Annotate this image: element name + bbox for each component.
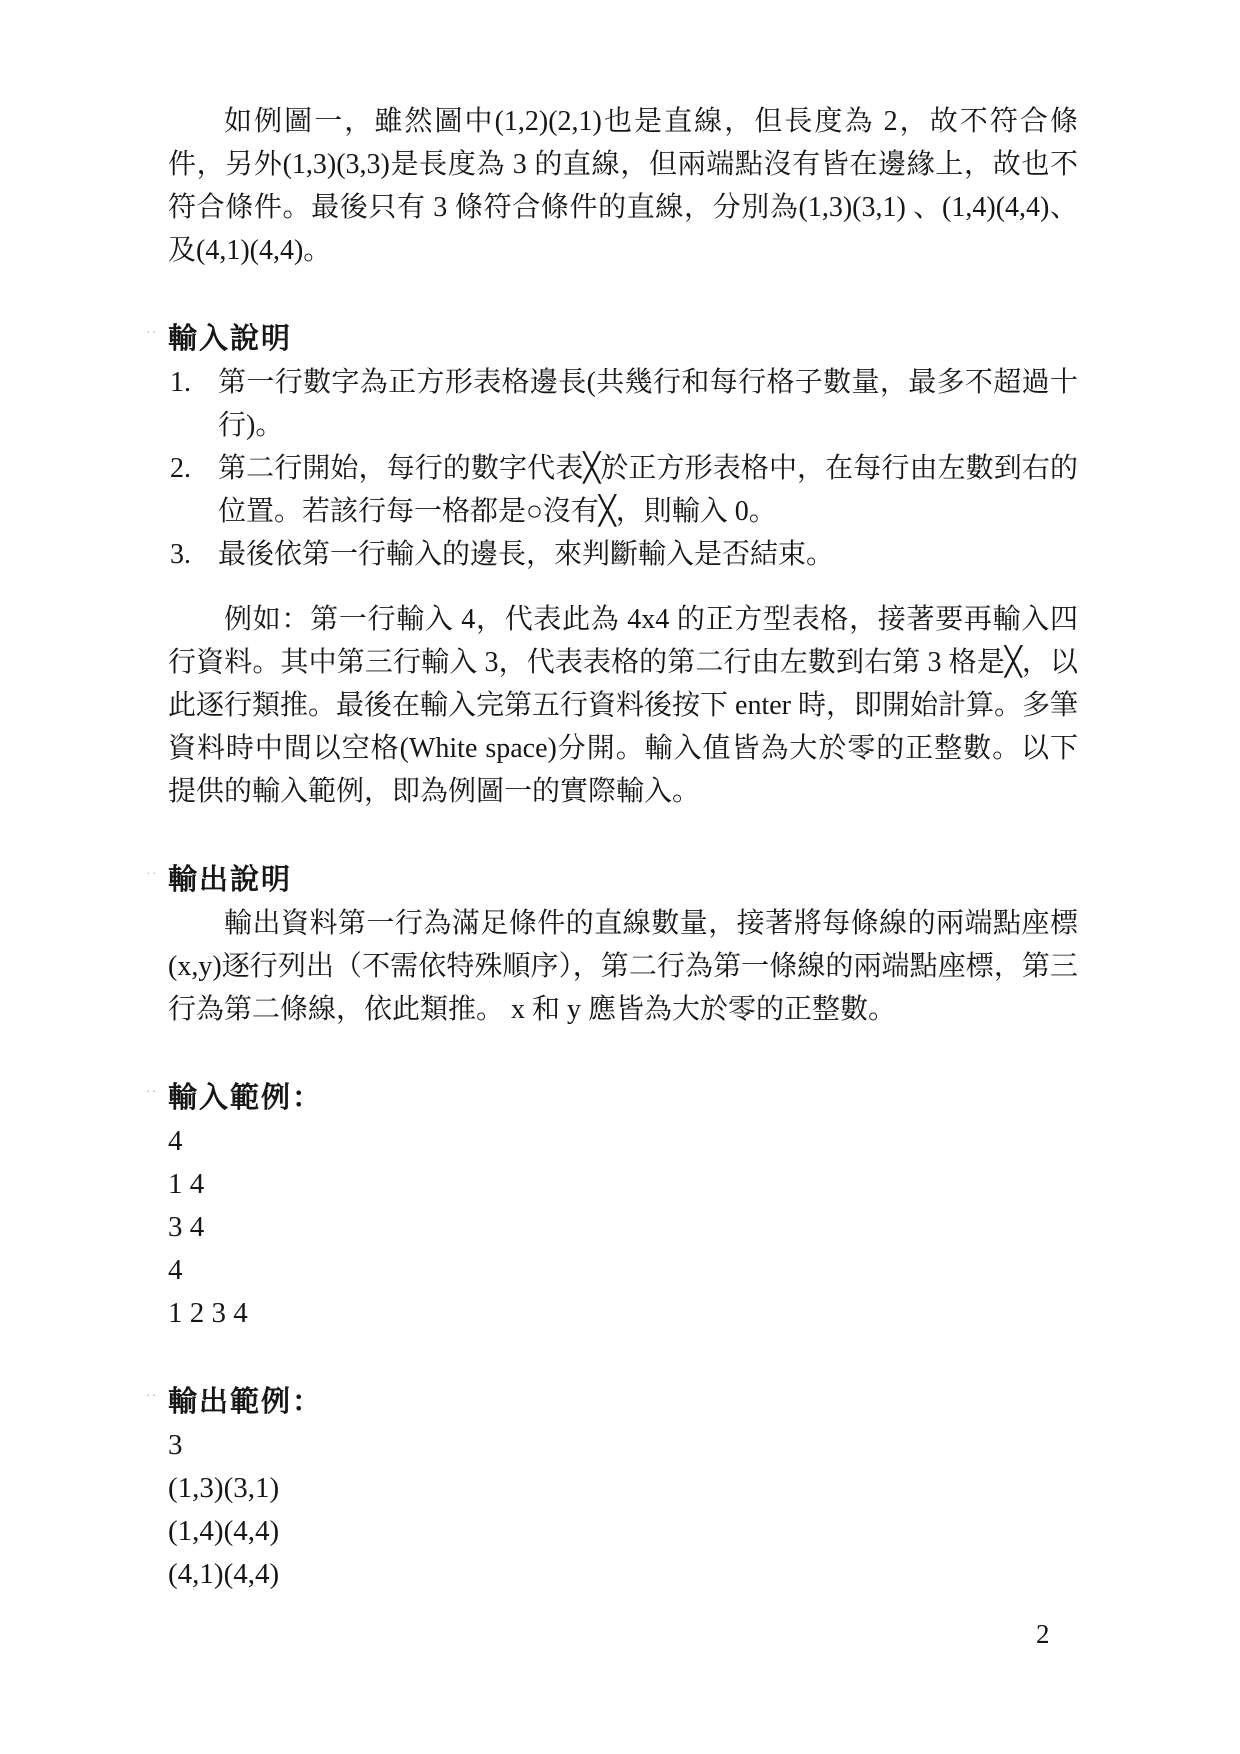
list-item-text: 第二行開始，每行的數字代表╳於正方形表格中，在每行由左數到右的位置。若該行每一格都是○沒有╳，則輸入 0。 [218, 453, 1078, 527]
output-sample-line: (4,1)(4,4) [168, 1558, 280, 1590]
input-sample-block [168, 1120, 1078, 1335]
input-description-list [168, 361, 1078, 576]
input-sample-heading: ·· 輸入範例： [168, 1077, 1078, 1120]
list-item-text: 最後依第一行輸入的邊長，來判斷輸入是否結束。 [218, 539, 835, 570]
list-item-number: 1. [170, 367, 191, 398]
input-description-heading: ·· 輸入說明 [168, 318, 1078, 361]
output-description-heading: ·· 輸出說明 [168, 859, 1078, 902]
output-sample-line: (1,4)(4,4) [168, 1515, 280, 1547]
input-sample-line: 3 4 [168, 1211, 205, 1243]
input-sample-line: 1 4 [168, 1168, 205, 1200]
input-sample-line: 1 2 3 4 [168, 1297, 248, 1329]
output-sample-line: (1,3)(3,1) [168, 1472, 280, 1504]
output-sample-block [168, 1424, 1078, 1596]
intro-paragraph: 如例圖一，雖然圖中(1,2)(2,1)也是直線，但長度為 2，故不符合條件，另外(1,3)(3,3)是長度為 3 的直線，但兩端點沒有皆在邊緣上，故也不符合條件。最後只有 3 條符合條件的直線，分別為(1,3)(3,1) 、(1,4)(4,4)、及(4,1)(4,4)。 [168, 106, 1078, 266]
input-sample-line: 4 [168, 1125, 183, 1157]
list-item-number: 3. [170, 539, 191, 570]
list-item [168, 447, 1078, 533]
output-description-paragraph: 輸出資料第一行為滿足條件的直線數量，接著將每條線的兩端點座標(x,y)逐行列出（不需依特殊順序），第二行為第一條線的兩端點座標，第三行為第二條線，依此類推。 x 和 y 應皆為大於零的正整數。 [168, 908, 1078, 1025]
list-item [168, 533, 1078, 576]
input-sample-line: 4 [168, 1254, 183, 1286]
output-sample-line: 3 [168, 1429, 183, 1461]
output-sample-heading: ·· 輸出範例： [168, 1381, 1078, 1424]
page-number: 2 [1036, 1619, 1050, 1649]
input-example-explanation-paragraph: 例如：第一行輸入 4，代表此為 4x4 的正方型表格，接著要再輸入四行資料。其中第三行輸入 3，代表表格的第二行由左數到右第 3 格是╳，以此逐行類推。最後在輸入完第五行資料後按下 enter 時，即開始計算。多筆資料時中間以空格(White space)分開。輸入值皆為大於零的正整數。以下提供的輸入範例，即為例圖一的實際輸入。 [168, 604, 1078, 807]
list-item [168, 361, 1078, 447]
list-item-number: 2. [170, 453, 191, 484]
list-item-text: 第一行數字為正方形表格邊長(共幾行和每行格子數量，最多不超過十行)。 [218, 367, 1078, 441]
